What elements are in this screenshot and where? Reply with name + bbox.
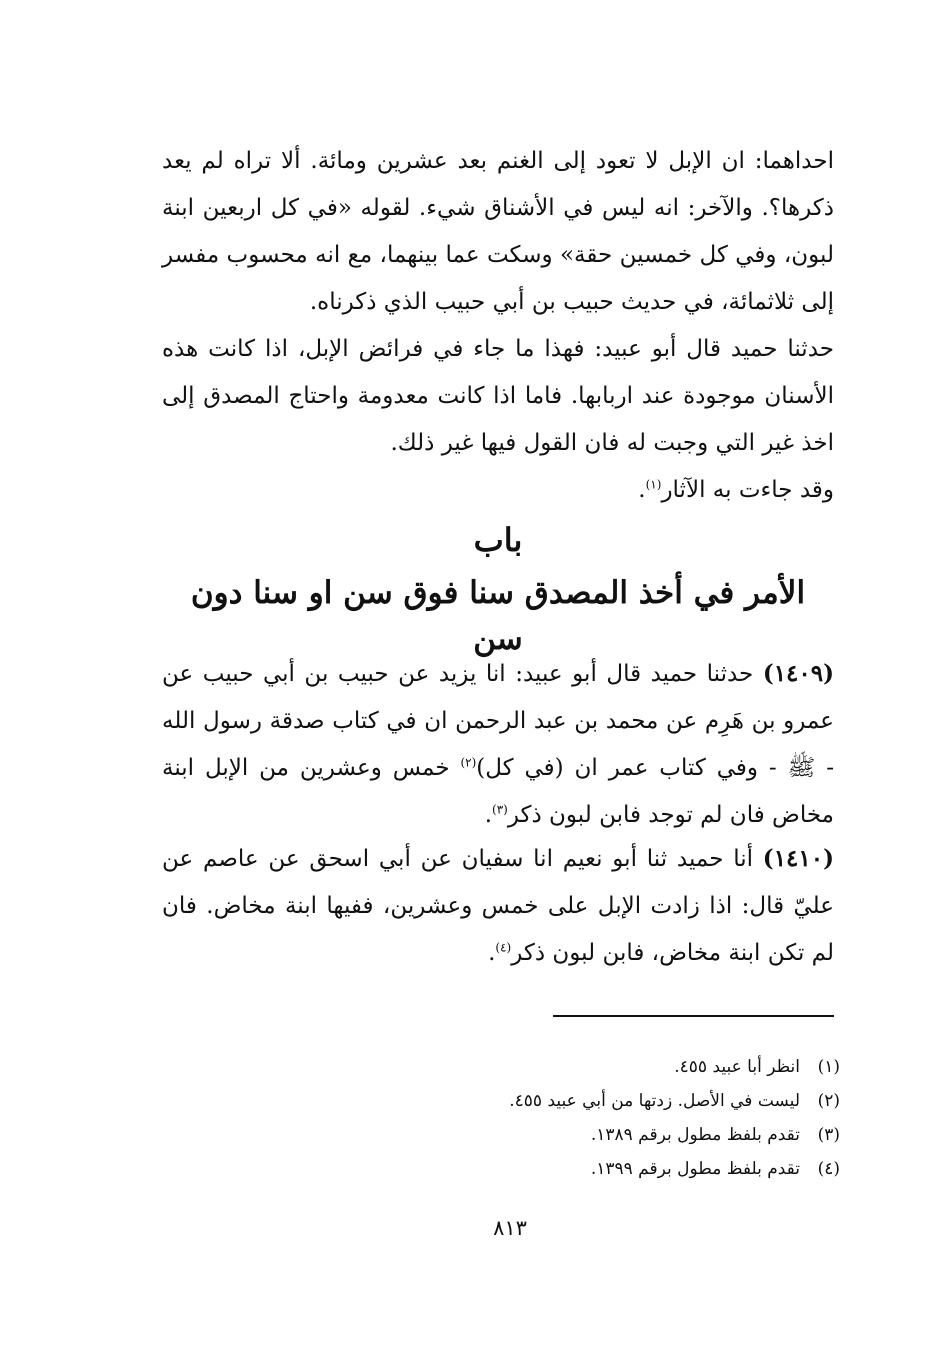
- hadith-number-1409: (١٤٠٩): [762, 660, 835, 687]
- footnote-4-mark: (٤): [817, 1159, 840, 1179]
- footnote-ref-4[interactable]: (٤): [495, 940, 512, 955]
- footnote-1-mark: (١): [817, 1057, 840, 1077]
- hadith-1410-end: .: [488, 940, 496, 966]
- footnote-ref-3[interactable]: (٣): [492, 802, 508, 817]
- paragraph-3: [162, 467, 834, 514]
- footnote-4-text: تقدم بلفظ مطول برقم ١٣٩٩.: [590, 1159, 800, 1179]
- footnote-3-text: تقدم بلفظ مطول برقم ١٣٨٩.: [590, 1125, 800, 1145]
- footnote-ref-2[interactable]: (٢): [460, 755, 477, 770]
- footnote-2-mark: (٢): [817, 1091, 840, 1111]
- footnote-4: [300, 1152, 840, 1186]
- page-number: ٨١٣: [493, 1216, 527, 1240]
- hadith-1409-text-b: خمس وعشرين من الإبل ابنة مخاض فان لم توجد فابن لبون ذكر: [162, 755, 834, 828]
- footnote-ref-1[interactable]: (١): [645, 477, 662, 492]
- hadith-1409-body: [162, 650, 834, 839]
- hadith-1409-end: .: [484, 802, 493, 828]
- footnote-2-text: ليست في الأصل. زدتها من أبي عبيد ٤٥٥.: [509, 1091, 800, 1111]
- footnote-3: [300, 1118, 840, 1152]
- footnote-1: [300, 1050, 840, 1084]
- paragraph-2: [162, 326, 834, 514]
- hadith-1409: [162, 650, 834, 839]
- chapter-label: باب: [473, 521, 523, 559]
- paragraph-1-text: احداهما: ان الإبل لا تعود إلى الغنم بعد عشرين ومائة. ألا تراه لم يعد ذكرها؟. والآخر: انه ليس في الأشناق شيء. لقوله «في كل اربعين ابنة لبون، وفي كل خمسين حقة» وسكت عما بينهما، مع انه محسوب مفسر إلى ثلاثمائة، في حديث حبيب بن أبي حبيب الذي ذكرناه.: [162, 148, 834, 315]
- hadith-1409-text-a: حدثنا حميد قال أبو عبيد: انا يزيد عن حبيب بن أبي حبيب عن عمرو بن هَرِم عن محمد بن عبد الرحمن ان في كتاب صدقة رسول الله - ﷺ - وفي كتاب عمر ان (في كل): [162, 661, 835, 781]
- section-title: الأمر في أخذ المصدق سنا فوق سن او سنا دون سن: [190, 575, 806, 657]
- footnote-2: [300, 1084, 840, 1118]
- hadith-1410: [162, 835, 834, 977]
- footnotes: [300, 1050, 840, 1186]
- footnote-1-text: انظر أبا عبيد ٤٥٥.: [674, 1057, 800, 1077]
- paragraph-2-text: حدثنا حميد قال أبو عبيد: فهذا ما جاء في فرائض الإبل، اذا كانت هذه الأسنان موجودة عند اربابها. فاما اذا كانت معدومة واحتاج المصدق إلى اخذ غير التي وجبت له فان القول فيها غير ذلك.: [162, 336, 834, 456]
- paragraph-3-end: .: [638, 477, 646, 503]
- paragraph-3-text: وقد جاءت به الآثار: [661, 477, 834, 503]
- footnote-divider: [553, 1015, 834, 1017]
- hadith-number-1410: (١٤١٠): [762, 845, 834, 872]
- footnote-3-mark: (٣): [817, 1125, 840, 1145]
- paragraph-1: [162, 138, 834, 326]
- hadith-1410-text: أنا حميد ثنا أبو نعيم انا سفيان عن أبي اسحق عن عاصم عن عليّ قال: اذا زادت الإبل على خمس وعشرين، ففيها ابنة مخاض. فان لم تكن ابنة مخاض، فابن لبون ذكر: [162, 846, 834, 966]
- hadith-1410-body: [162, 835, 834, 977]
